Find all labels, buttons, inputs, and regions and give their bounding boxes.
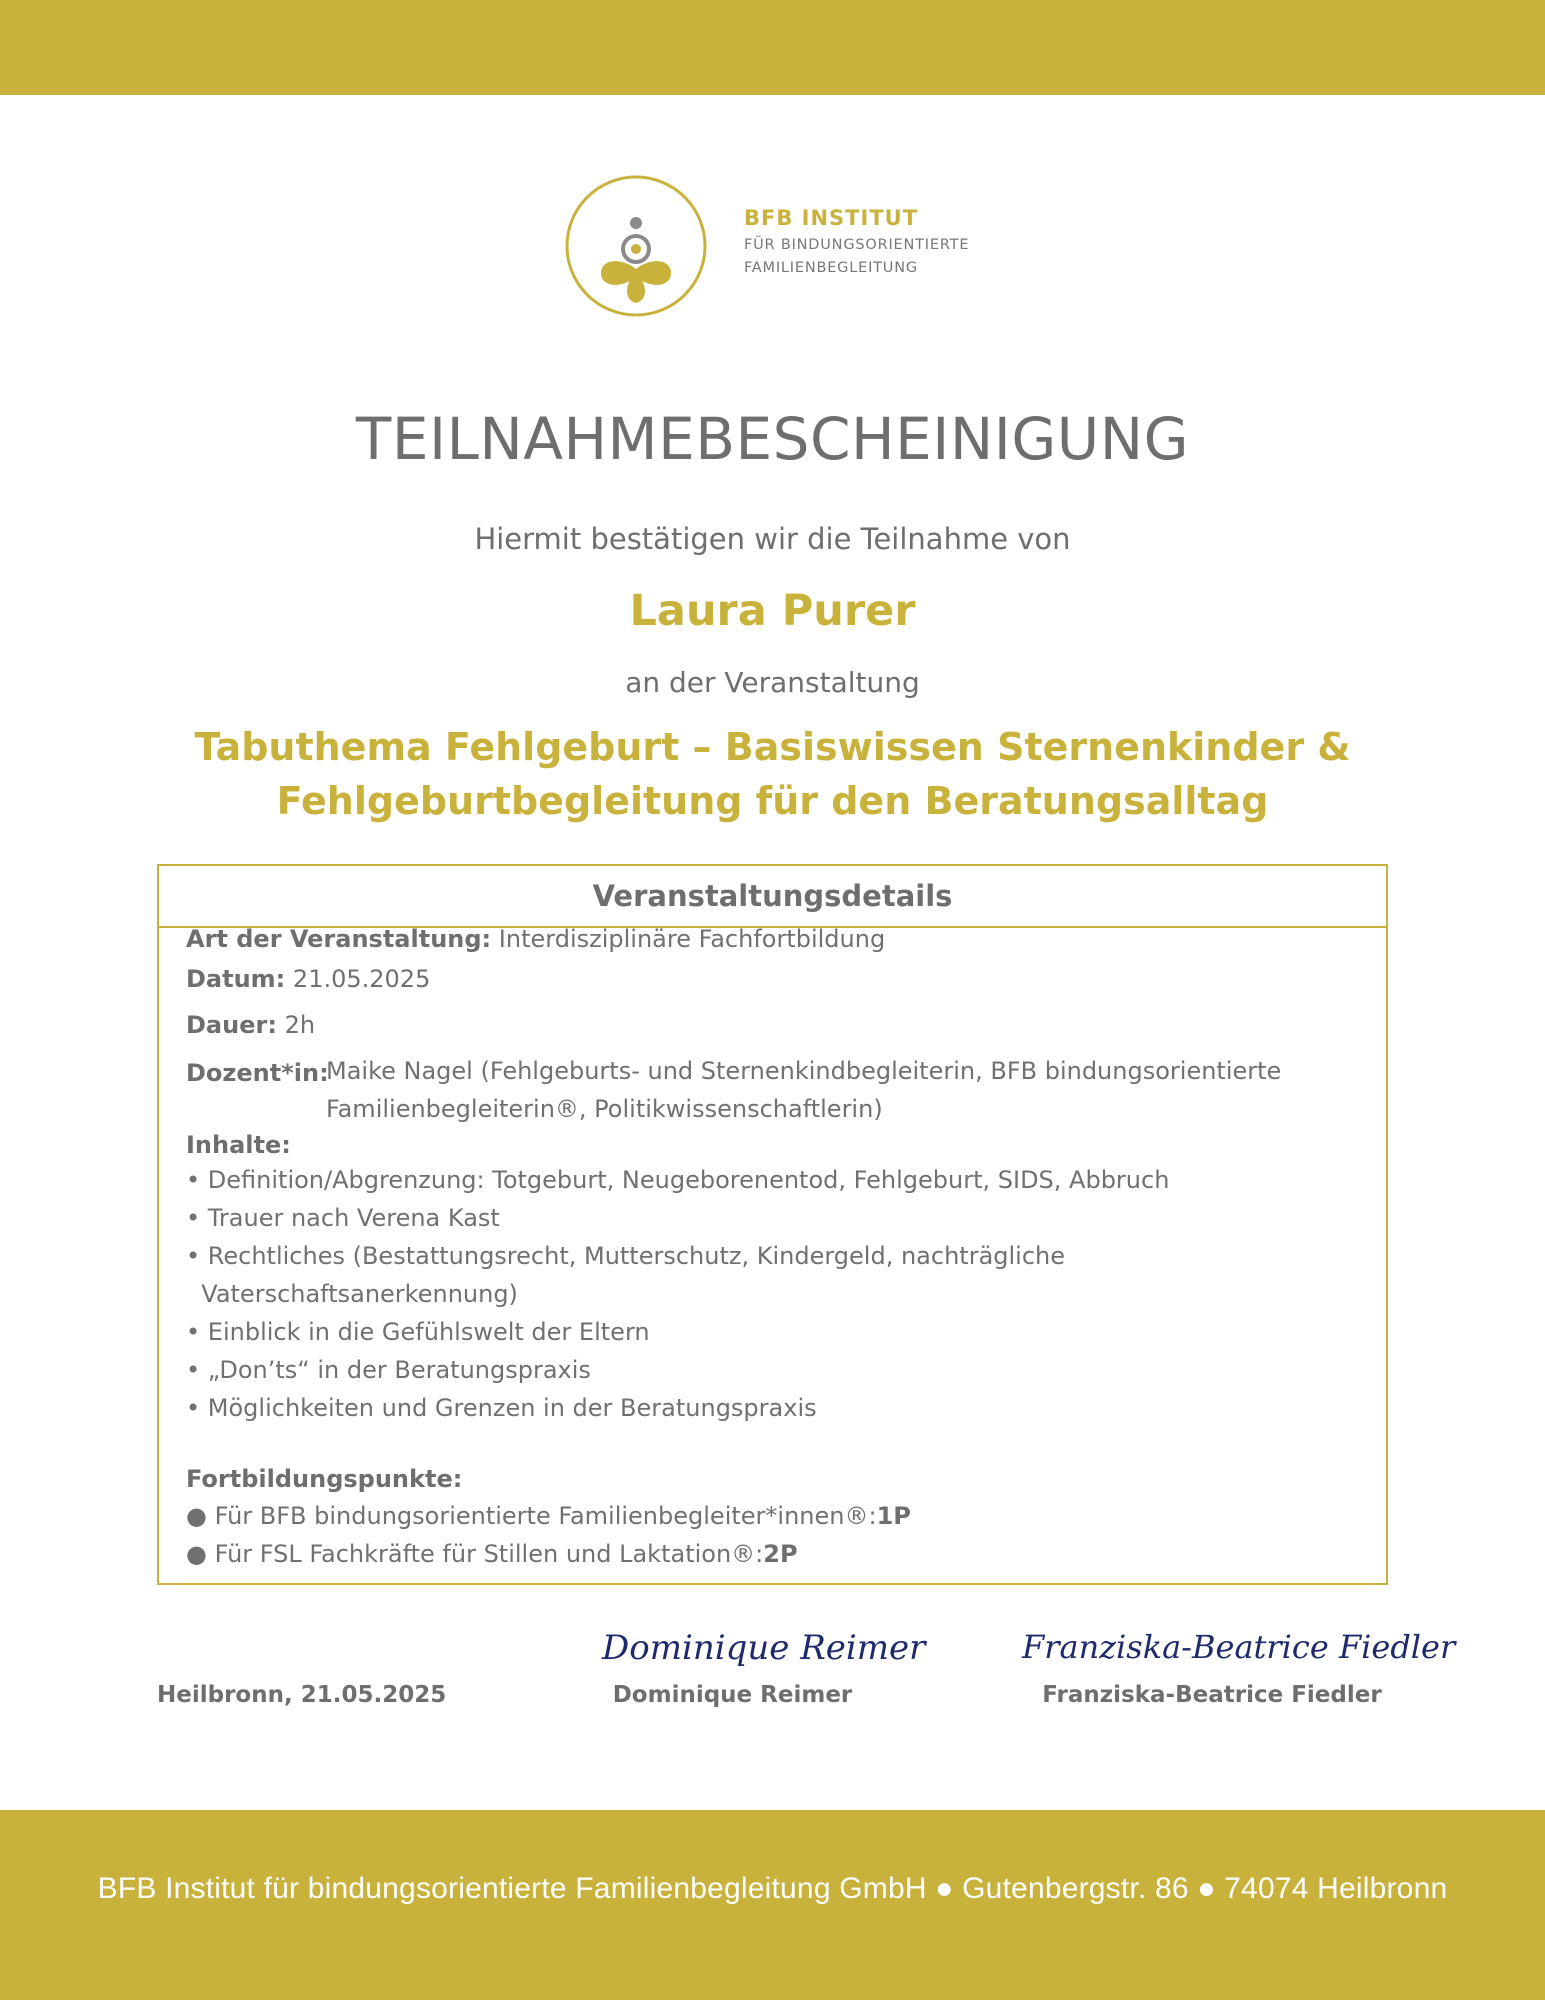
date-value: 21.05.2025 xyxy=(292,965,431,993)
content-item: • „Don’ts“ in der Beratungspraxis xyxy=(186,1356,591,1384)
logo-text xyxy=(744,206,969,280)
event-details-box xyxy=(157,864,1388,1585)
lecturer-label: Dozent*in: xyxy=(186,1059,329,1087)
points-item-value: 1P xyxy=(876,1502,911,1530)
points-item-text: ● Für BFB bindungsorientierte Familienbegleiter*innen®: xyxy=(186,1502,877,1530)
detail-row-lecturer xyxy=(186,1059,329,1087)
certificate-title: TEILNAHMEBESCHEINIGUNG xyxy=(355,405,1190,473)
signer-1-name: Dominique Reimer xyxy=(612,1682,853,1708)
detail-row-duration xyxy=(186,1011,315,1039)
points-item xyxy=(186,1497,911,1535)
participant-name: Laura Purer xyxy=(629,586,916,636)
date-label: Datum: xyxy=(186,965,286,993)
logo-subtitle-line2: FAMILIENBEGLEITUNG xyxy=(744,260,918,276)
points-label: Fortbildungspunkte: xyxy=(186,1465,463,1493)
detail-row-date xyxy=(186,965,430,993)
detail-row-type xyxy=(186,925,885,953)
bfb-logo-icon xyxy=(563,173,709,319)
event-title xyxy=(80,720,1465,828)
details-heading: Veranstaltungsdetails xyxy=(159,866,1386,928)
content-item: • Einblick in die Gefühlswelt der Eltern xyxy=(186,1318,650,1346)
type-value: Interdisziplinäre Fachfortbildung xyxy=(498,925,886,953)
event-title-line2: Fehlgeburtbegleitung für den Beratungsalltag xyxy=(276,779,1269,823)
event-title-line1: Tabuthema Fehlgeburt – Basiswissen Sternenkinder & xyxy=(194,725,1351,769)
type-label: Art der Veranstaltung: xyxy=(186,925,492,953)
content-item: Vaterschaftsanerkennung) xyxy=(186,1280,518,1308)
footer-address: BFB Institut für bindungsorientierte Familienbegleitung GmbH ● Gutenbergstr. 86 ● 74074 Heilbronn xyxy=(97,1872,1448,1905)
lecturer-value xyxy=(326,1052,1281,1128)
contents-label: Inhalte: xyxy=(186,1131,291,1159)
place-date: Heilbronn, 21.05.2025 xyxy=(157,1682,447,1708)
signature-1: Dominique Reimer xyxy=(602,1628,926,1668)
lecturer-value-line2: Familienbegleiterin®, Politikwissenschaftlerin) xyxy=(326,1095,883,1123)
duration-label: Dauer: xyxy=(186,1011,277,1039)
content-item: • Definition/Abgrenzung: Totgeburt, Neugeborenentod, Fehlgeburt, SIDS, Abbruch xyxy=(186,1166,1170,1194)
top-band xyxy=(0,0,1545,95)
points-item-value: 2P xyxy=(763,1540,798,1568)
signature-2: Franziska-Beatrice Fiedler xyxy=(1022,1628,1456,1666)
lecturer-value-line1: Maike Nagel (Fehlgeburts- und Sternenkindbegleiterin, BFB bindungsorientierte xyxy=(326,1057,1282,1085)
points-item xyxy=(186,1535,798,1573)
signer-2-name: Franziska-Beatrice Fiedler xyxy=(1042,1682,1382,1708)
content-item: • Möglichkeiten und Grenzen in der Beratungspraxis xyxy=(186,1394,817,1422)
logo-title: BFB INSTITUT xyxy=(744,206,919,230)
intro-text: Hiermit bestätigen wir die Teilnahme von xyxy=(474,522,1071,556)
event-intro-text: an der Veranstaltung xyxy=(625,666,920,699)
content-item: • Rechtliches (Bestattungsrecht, Mutterschutz, Kindergeld, nachträgliche xyxy=(186,1242,1066,1270)
duration-value: 2h xyxy=(284,1011,316,1039)
content-item: • Trauer nach Verena Kast xyxy=(186,1204,500,1232)
points-item-text: ● Für FSL Fachkräfte für Stillen und Laktation®: xyxy=(186,1540,764,1568)
logo-subtitle-line1: FÜR BINDUNGSORIENTIERTE xyxy=(744,237,970,253)
